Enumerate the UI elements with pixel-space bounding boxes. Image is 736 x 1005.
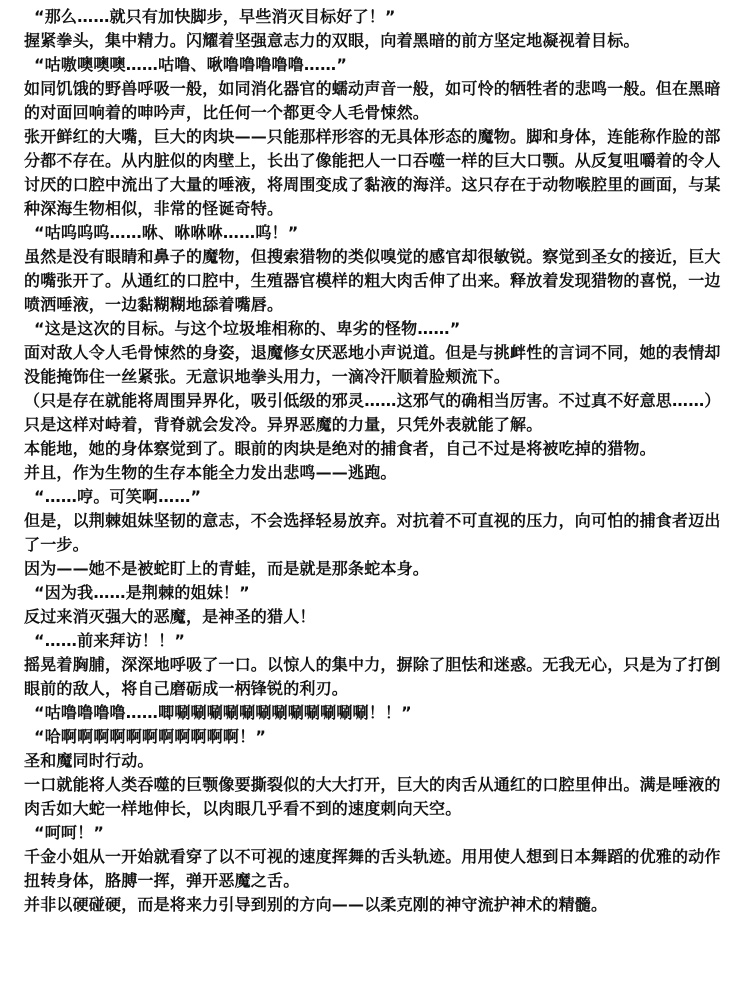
dialogue-line: “那么……就只有加快脚步，早些消灭目标好了！”: [34, 7, 396, 26]
narration-paragraph: 面对敌人令人毛骨悚然的身姿，退魔修女厌恶地小声说道。但是与挑衅性的言词不同，她的表情却没能掩饰住一丝紧张。无意识地拳头用力，一滴冷汗顺着脸颊流下。: [24, 343, 721, 386]
narration-paragraph: 并非以硬碰硬，而是将来力引导到别的方向——以柔克刚的神守流护神术的精髓。: [24, 895, 608, 914]
narration-paragraph: 反过来消灭强大的恶魔，是神圣的猎人！: [24, 607, 316, 626]
narration-paragraph: 虽然是没有眼睛和鼻子的魔物，但搜索猎物的类似嗅觉的感官却很敏锐。察觉到圣女的接近，巨大的嘴张开了。从通红的口腔中，生殖器官模样的粗大肉舌伸了出来。释放着发现猎物的喜悦，一边喷洒唾液，一边黏糊糊地舔着嘴唇。: [24, 247, 721, 314]
narration-paragraph: 但是，以荆棘姐妹坚韧的意志，不会选择轻易放弃。对抗着不可直视的压力，向可怕的捕食者迈出了一步。: [24, 511, 721, 554]
narration-paragraph: 摇晃着胸脯，深深地呼吸了一口。以惊人的集中力，摒除了胆怯和迷惑。无我无心，只是为了打倒眼前的敌人，将自己磨砺成一柄锋锐的利刃。: [24, 655, 721, 698]
dialogue-line: “咕噜噜噜噜……唧唰唰唰唰唰唰唰唰唰唰唰唰！！”: [34, 703, 412, 722]
dialogue-line: “因为我……是荆棘的姐妹！”: [34, 583, 250, 602]
dialogue-line: “……前来拜访！！”: [34, 631, 186, 650]
narration-paragraph: 本能地，她的身体察觉到了。眼前的肉块是绝对的捕食者，自己不过是将被吃掉的猎物。: [24, 439, 656, 458]
dialogue-line: “咕呜呜呜……咻、咻咻咻……呜！”: [34, 223, 299, 242]
dialogue-line: “哈啊啊啊啊啊啊啊啊啊啊啊！”: [34, 727, 267, 746]
narration-paragraph: 圣和魔同时行动。: [24, 751, 154, 770]
dialogue-line: “……哼。可笑啊……”: [34, 487, 202, 506]
narration-paragraph: 并且，作为生物的生存本能全力发出悲鸣——逃跑。: [24, 463, 397, 482]
dialogue-line: “呵呵！”: [34, 823, 105, 842]
narration-paragraph: 一口就能将人类吞噬的巨颚像要撕裂似的大大打开，巨大的肉舌从通红的口腔里伸出。满是唾液的肉舌如大蛇一样地伸长，以肉眼几乎看不到的速度刺向天空。: [24, 775, 721, 818]
narration-paragraph: 如同饥饿的野兽呼吸一般，如同消化器官的蠕动声音一般，如可怜的牺牲者的悲鸣一般。但在黑暗的对面回响着的呻吟声，比任何一个都更令人毛骨悚然。: [24, 79, 721, 122]
narration-paragraph: 张开鲜红的大嘴，巨大的肉块——只能那样形容的无具体形态的魔物。脚和身体，连能称作脸的部分都不存在。从内脏似的肉壁上，长出了像能把人一口吞噬一样的巨大口颚。从反复咀嚼着的令人讨厌的口腔中流出了大量的唾液，将周围变成了黏液的海洋。这只存在于动物喉腔里的画面，与某种深海生物相似，非常的怪诞奇特。: [24, 127, 721, 218]
dialogue-line: “这是这次的目标。与这个垃圾堆相称的、卑劣的怪物……”: [34, 319, 461, 338]
narration-paragraph: 因为——她不是被蛇盯上的青蛙，而是就是那条蛇本身。: [24, 559, 430, 578]
narration-paragraph: 千金小姐从一开始就看穿了以不可视的速度挥舞的舌头轨迹。用用使人想到日本舞蹈的优雅的动作扭转身体，胳膊一挥，弹开恶魔之舌。: [24, 847, 721, 890]
narration-paragraph: （只是存在就能将周围异界化，吸引低级的邪灵……这邪气的确相当厉害。不过真不好意思……）只是这样对峙着，背脊就会发冷。异界恶魔的力量，只凭外表就能了解。: [24, 391, 721, 434]
dialogue-line: “咕嗷噢噢噢……咕噜、啾噜噜噜噜噜……”: [34, 55, 348, 74]
narration-paragraph: 握紧拳头，集中精力。闪耀着坚强意志力的双眼，向着黑暗的前方坚定地凝视着目标。: [24, 31, 640, 50]
